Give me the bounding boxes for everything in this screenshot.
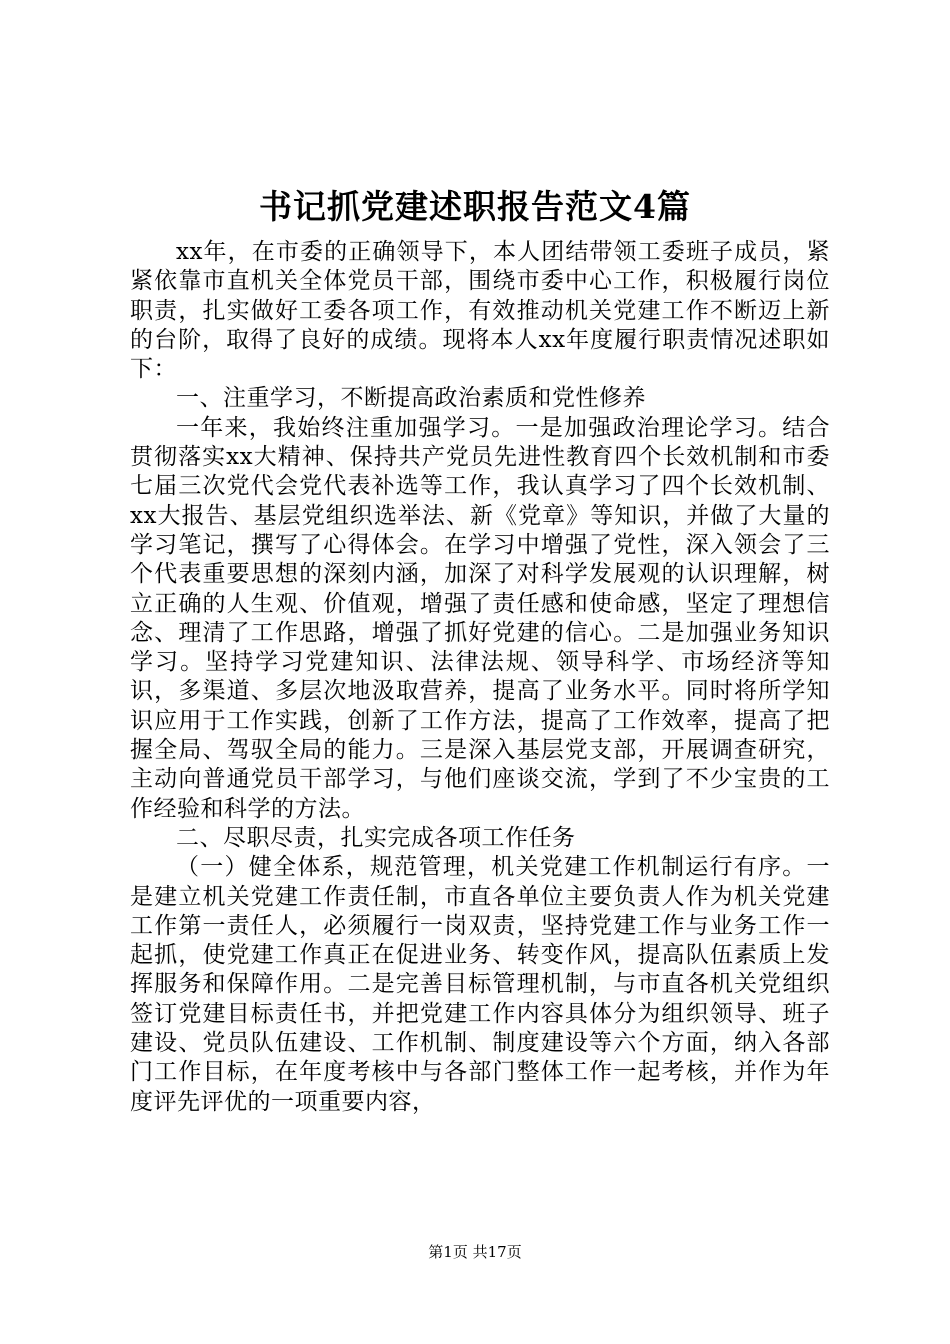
paragraph-system: （一）健全体系，规范管理，机关党建工作机制运行有序。一是建立机关党建工作责任制，市直各单位主要负责人作为机关党建工作第一责任人，必须履行一岗双责，坚持党建工作与业务工作一起抓，使党建工作真正在促进业务、转变作风，提高队伍素质上发挥服务和保障作用。二是完善目标管理机制，与市直各机关党组织签订党建目标责任书，并把党建工作内容具体分为组织领导、班子建设、党员队伍建设、工作机制、制度建设等六个方面，纳入各部门工作目标，在年度考核中与各部门整体工作一起考核，并作为年度评先评优的一项重要内容， [130, 854, 830, 1115]
paragraph-intro: xx年，在市委的正确领导下，本人团结带领工委班子成员，紧紧依靠市直机关全体党员干部，围绕市委中心工作，积极履行岗位职责，扎实做好工委各项工作，有效推动机关党建工作不断迈上新的台阶，取得了良好的成绩。现将本人xx年度履行职责情况述职如下： [130, 239, 830, 383]
document-title: 书记抓党建述职报告范文4篇 [259, 187, 691, 226]
document-body [130, 238, 830, 1117]
section-heading-1: 一、注重学习，不断提高政治素质和党性修养 [176, 385, 646, 412]
page-footer: 第1页 共17页 [428, 1243, 522, 1261]
paragraph-study: 一年来，我始终注重加强学习。一是加强政治理论学习。结合贯彻落实xx大精神、保持共产党员先进性教育四个长效机制和市委七届三次党代会党代表补选等工作，我认真学习了四个长效机制、xx大报告、基层党组织选举法、新《党章》等知识，并做了大量的学习笔记，撰写了心得体会。在学习中增强了党性，深入领会了三个代表重要思想的深刻内涵，加深了对科学发展观的认识理解，树立正确的人生观、价值观，增强了责任感和使命感，坚定了理想信念、理清了工作思路，增强了抓好党建的信心。二是加强业务知识学习。坚持学习党建知识、法律法规、领导科学、市场经济等知识，多渠道、多层次地汲取营养，提高了业务水平。同时将所学知识应用于工作实践，创新了工作方法，提高了工作效率，提高了把握全局、驾驭全局的能力。三是深入基层党支部，开展调查研究，主动向普通党员干部学习，与他们座谈交流，学到了不少宝贵的工作经验和科学的方法。 [130, 414, 830, 822]
section-heading-2: 二、尽职尽责，扎实完成各项工作任务 [176, 824, 576, 851]
